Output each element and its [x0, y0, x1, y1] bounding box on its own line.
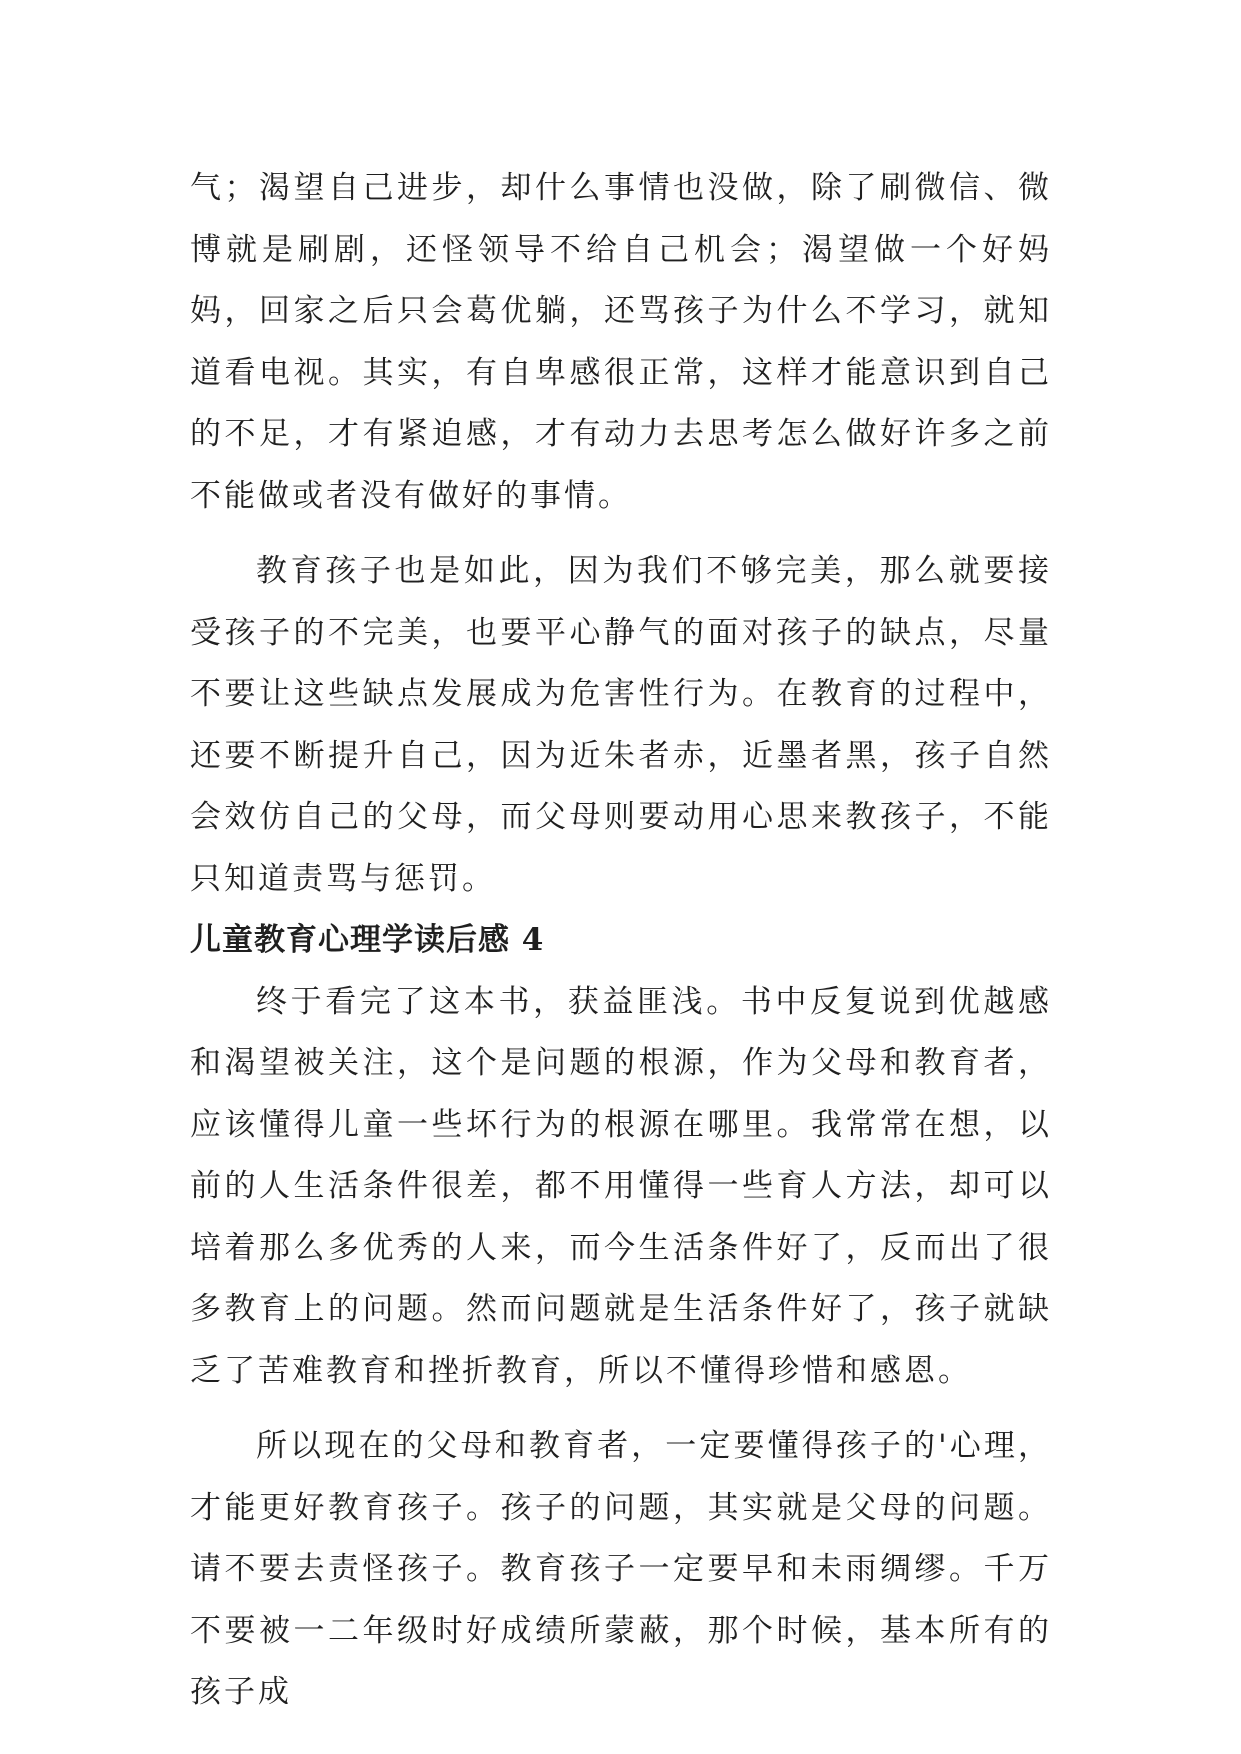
- document-body: [190, 158, 1052, 1724]
- section-paragraph-1: 终于看完了这本书，获益匪浅。书中反复说到优越感和渴望被关注，这个是问题的根源，作为父母和教育者，应该懂得儿童一些坏行为的根源在哪里。我常常在想，以前的人生活条件很差，都不用懂得一些育人方法，却可以培着那么多优秀的人来，而今生活条件好了，反而出了很多教育上的问题。然而问题就是生活条件好了，孩子就缺乏了苦难教育和挫折教育，所以不懂得珍惜和感恩。: [190, 983, 1052, 1389]
- paragraph-1: 气；渴望自己进步，却什么事情也没做，除了刷微信、微博就是刷剧，还怪领导不给自己机会；渴望做一个好妈妈，回家之后只会葛优躺，还骂孩子为什么不学习，就知道看电视。其实，有自卑感很正常，这样才能意识到自己的不足，才有紧迫感，才有动力去思考怎么做好许多之前不能做或者没有做好的事情。: [190, 170, 1052, 514]
- paragraph-2: 教育孩子也是如此，因为我们不够完美，那么就要接受孩子的不完美，也要平心静气的面对孩子的缺点，尽量不要让这些缺点发展成为危害性行为。在教育的过程中，还要不断提升自己，因为近朱者赤，近墨者黑，孩子自然会效仿自己的父母，而父母则要动用心思来教孩子，不能只知道责骂与惩罚。: [190, 553, 1052, 897]
- section-paragraph-2: 所以现在的父母和教育者，一定要懂得孩子的'心理，才能更好教育孩子。孩子的问题，其实就是父母的问题。请不要去责怪孩子。教育孩子一定要早和未雨绸缪。千万不要被一二年级时好成绩所蒙蔽，那个时候，基本所有的孩子成: [190, 1428, 1052, 1710]
- section-title: 儿童教育心理学读后感 4: [190, 922, 545, 958]
